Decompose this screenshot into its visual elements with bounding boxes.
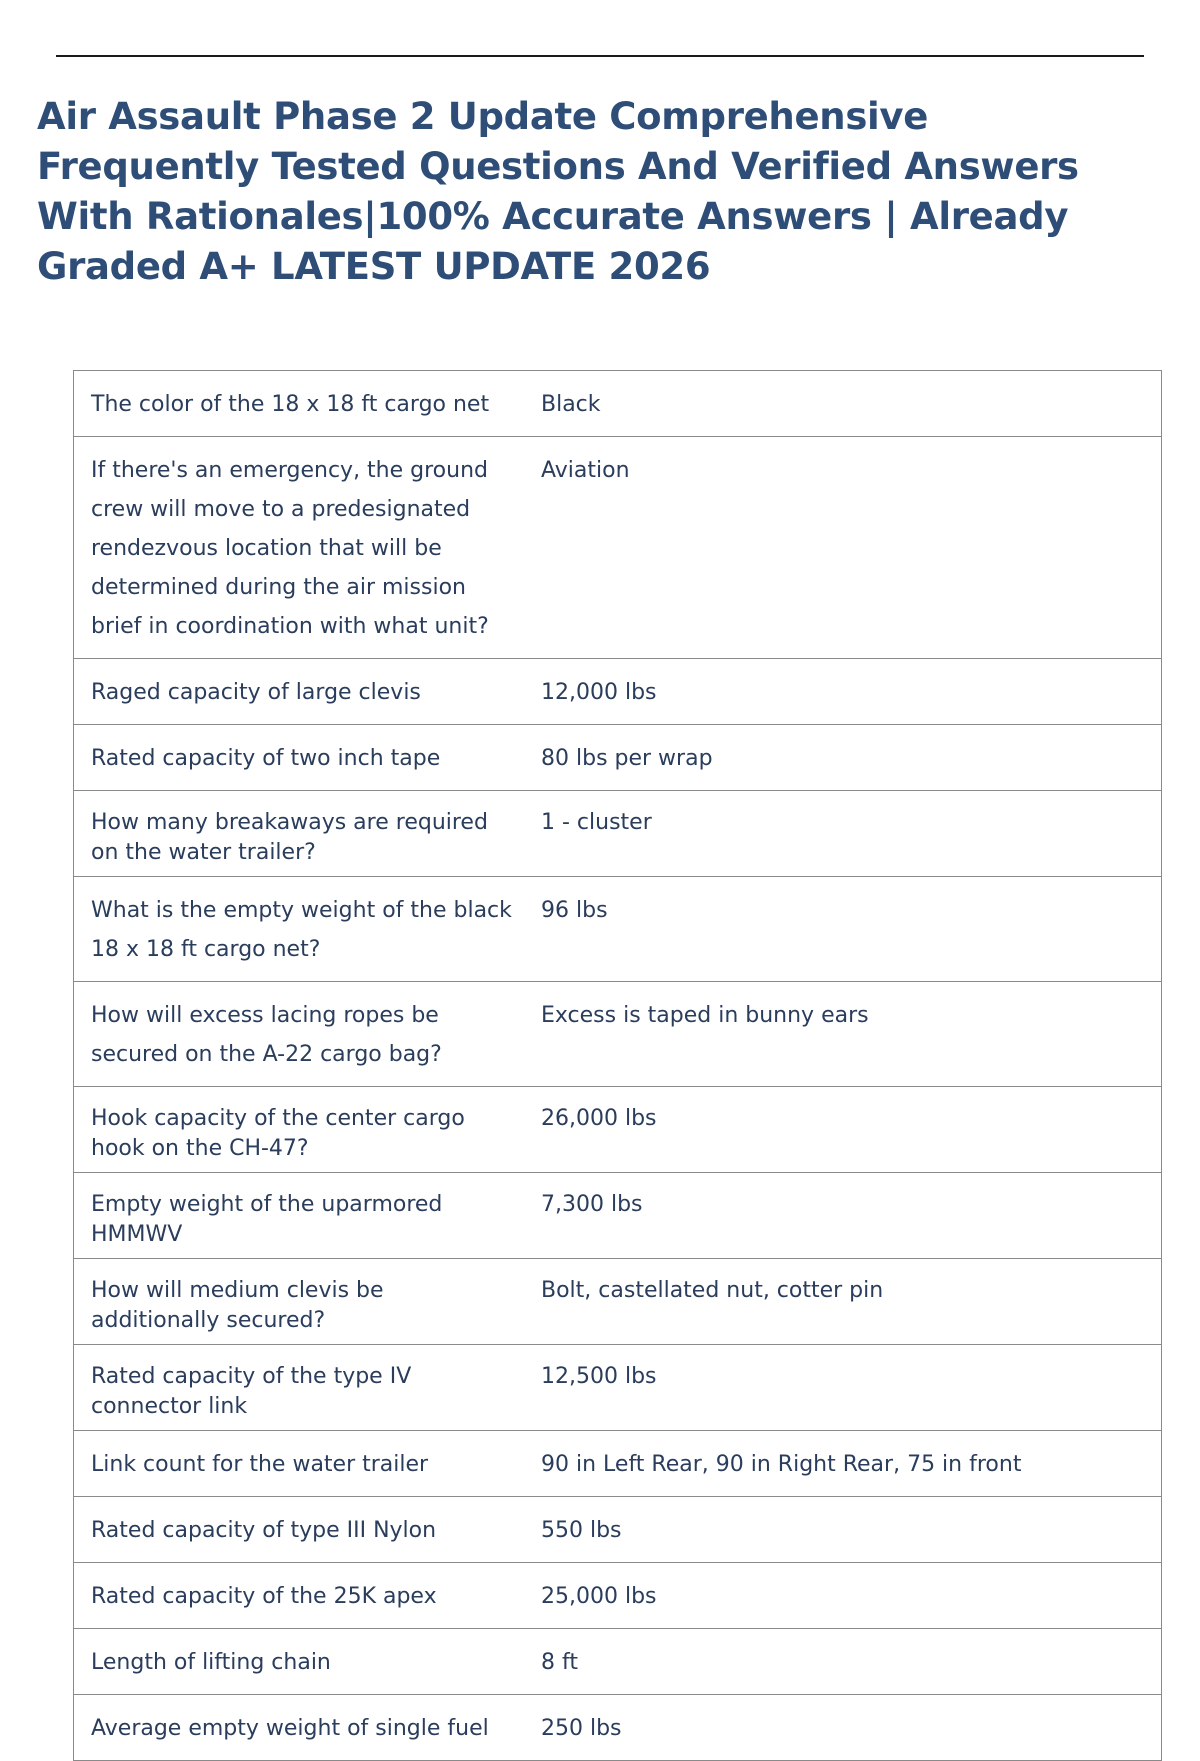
answer-cell: 550 lbs — [528, 1497, 1162, 1563]
answer-cell: Bolt, castellated nut, cotter pin — [528, 1259, 1162, 1345]
answer-cell: Black — [528, 371, 1162, 437]
question-cell: What is the empty weight of the black 18 x 18 ft cargo net? — [74, 877, 529, 982]
answer-cell: 26,000 lbs — [528, 1087, 1162, 1173]
table-row — [74, 877, 1162, 982]
table-row — [74, 1173, 1162, 1259]
answer-cell: 90 in Left Rear, 90 in Right Rear, 75 in front — [528, 1431, 1162, 1497]
answer-cell: 8 ft — [528, 1629, 1162, 1695]
qa-table — [73, 370, 1162, 1761]
table-row — [74, 1259, 1162, 1345]
top-rule — [56, 55, 1144, 57]
answer-cell: 96 lbs — [528, 877, 1162, 982]
table-row — [74, 1563, 1162, 1629]
answer-cell: Aviation — [528, 437, 1162, 659]
answer-cell: 25,000 lbs — [528, 1563, 1162, 1629]
question-cell: How will medium clevis be additionally secured? — [74, 1259, 529, 1345]
table-row — [74, 371, 1162, 437]
table-row — [74, 1629, 1162, 1695]
table-row — [74, 1497, 1162, 1563]
question-cell: Raged capacity of large clevis — [74, 659, 529, 725]
question-cell: Average empty weight of single fuel — [74, 1695, 529, 1761]
table-row — [74, 1695, 1162, 1761]
table-row — [74, 437, 1162, 659]
question-cell: How many breakaways are required on the water trailer? — [74, 791, 529, 877]
answer-cell: 1 - cluster — [528, 791, 1162, 877]
answer-cell: 12,000 lbs — [528, 659, 1162, 725]
question-cell: If there's an emergency, the ground crew will move to a predesignated rendezvous location that will be determined during the air mission brief in coordination with what unit? — [74, 437, 529, 659]
table-row — [74, 1087, 1162, 1173]
table-row — [74, 659, 1162, 725]
answer-cell: 7,300 lbs — [528, 1173, 1162, 1259]
table-row — [74, 982, 1162, 1087]
question-cell: Hook capacity of the center cargo hook on the CH-47? — [74, 1087, 529, 1173]
question-cell: How will excess lacing ropes be secured on the A-22 cargo bag? — [74, 982, 529, 1087]
question-cell: Link count for the water trailer — [74, 1431, 529, 1497]
question-cell: The color of the 18 x 18 ft cargo net — [74, 371, 529, 437]
question-cell: Rated capacity of the 25K apex — [74, 1563, 529, 1629]
table-row — [74, 791, 1162, 877]
question-cell: Length of lifting chain — [74, 1629, 529, 1695]
table-row — [74, 1345, 1162, 1431]
question-cell: Rated capacity of type III Nylon — [74, 1497, 529, 1563]
table-row — [74, 725, 1162, 791]
document-title: Air Assault Phase 2 Update Comprehensive Frequently Tested Questions And Verified Answers With Rationales|100% Accurate Answers | Already Graded A+ LATEST UPDATE 2026 — [37, 95, 1079, 288]
answer-cell: Excess is taped in bunny ears — [528, 982, 1162, 1087]
question-cell: Empty weight of the uparmored HMMWV — [74, 1173, 529, 1259]
question-cell: Rated capacity of two inch tape — [74, 725, 529, 791]
answer-cell: 80 lbs per wrap — [528, 725, 1162, 791]
answer-cell: 250 lbs — [528, 1695, 1162, 1761]
table-row — [74, 1431, 1162, 1497]
question-cell: Rated capacity of the type IV connector link — [74, 1345, 529, 1431]
answer-cell: 12,500 lbs — [528, 1345, 1162, 1431]
